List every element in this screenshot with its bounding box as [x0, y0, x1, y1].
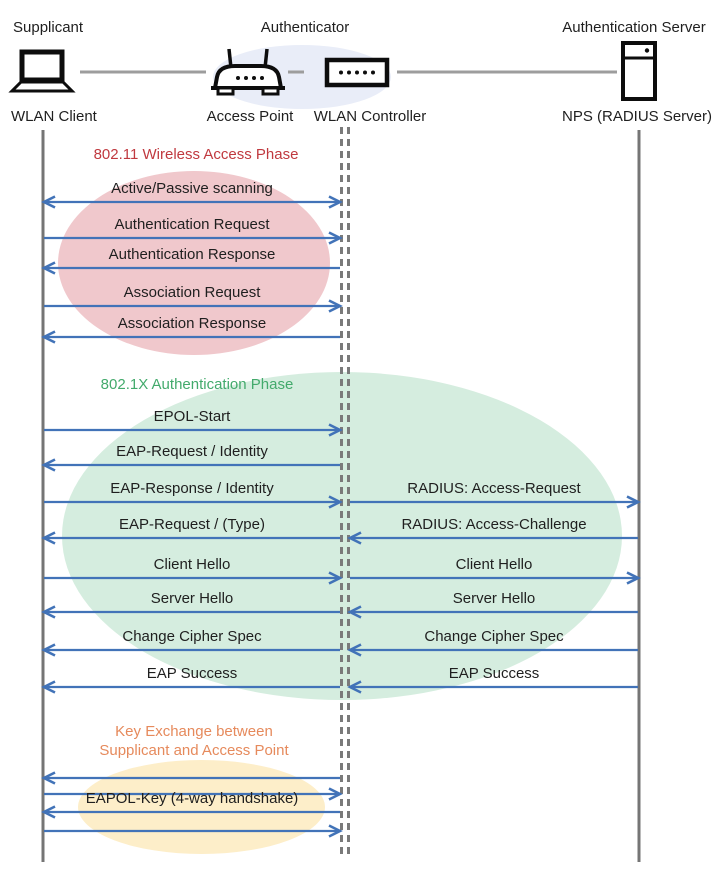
message-label: Authentication Request [114, 216, 270, 233]
phase3-title [99, 722, 288, 760]
server-icon [623, 43, 655, 99]
message-label: EAPOL-Key (4-way handshake) [85, 790, 299, 807]
device-access-point-label: Access Point [206, 108, 294, 125]
message-label: RADIUS: Access-Request [407, 480, 581, 497]
message-label: Client Hello [153, 556, 231, 573]
message-label: RADIUS: Access-Challenge [401, 516, 587, 533]
message-label: Server Hello [150, 590, 234, 607]
wlan-controller-icon [327, 60, 387, 85]
phase3-title-line1: Key Exchange between [115, 723, 273, 740]
message-label: EAP Success [146, 665, 238, 682]
message-label: EAP-Request / (Type) [119, 516, 265, 533]
phase2-title: 802.1X Authentication Phase [100, 376, 294, 393]
device-wlan-controller-label: WLAN Controller [313, 108, 427, 125]
message-label: Server Hello [452, 590, 536, 607]
laptop-icon [12, 52, 72, 91]
device-nps-label: NPS (RADIUS Server) [561, 108, 713, 125]
phase1-title: 802.11 Wireless Access Phase [93, 146, 299, 163]
message-label: EPOL-Start [153, 408, 231, 425]
message-label: EAP-Response / Identity [110, 480, 274, 497]
message-label: Authentication Response [108, 246, 276, 263]
message-label: Client Hello [455, 556, 533, 573]
lifeline-wlan-controller [342, 127, 349, 856]
message-label: EAP Success [448, 665, 540, 682]
message-label: Association Response [117, 315, 267, 332]
message-label: Change Cipher Spec [122, 628, 262, 645]
actor-authenticator-label: Authenticator [260, 19, 350, 36]
message-label: Active/Passive scanning [111, 180, 273, 197]
actor-auth-server-label: Authentication Server [562, 19, 706, 36]
device-wlan-client-label: WLAN Client [11, 108, 97, 125]
message-label: Association Request [123, 284, 261, 301]
phase3-title-line2: Supplicant and Access Point [99, 742, 289, 759]
actor-supplicant-label: Supplicant [13, 19, 84, 36]
access-point-icon [211, 49, 285, 94]
message-label: EAP-Request / Identity [116, 443, 268, 460]
message-label: Change Cipher Spec [424, 628, 564, 645]
